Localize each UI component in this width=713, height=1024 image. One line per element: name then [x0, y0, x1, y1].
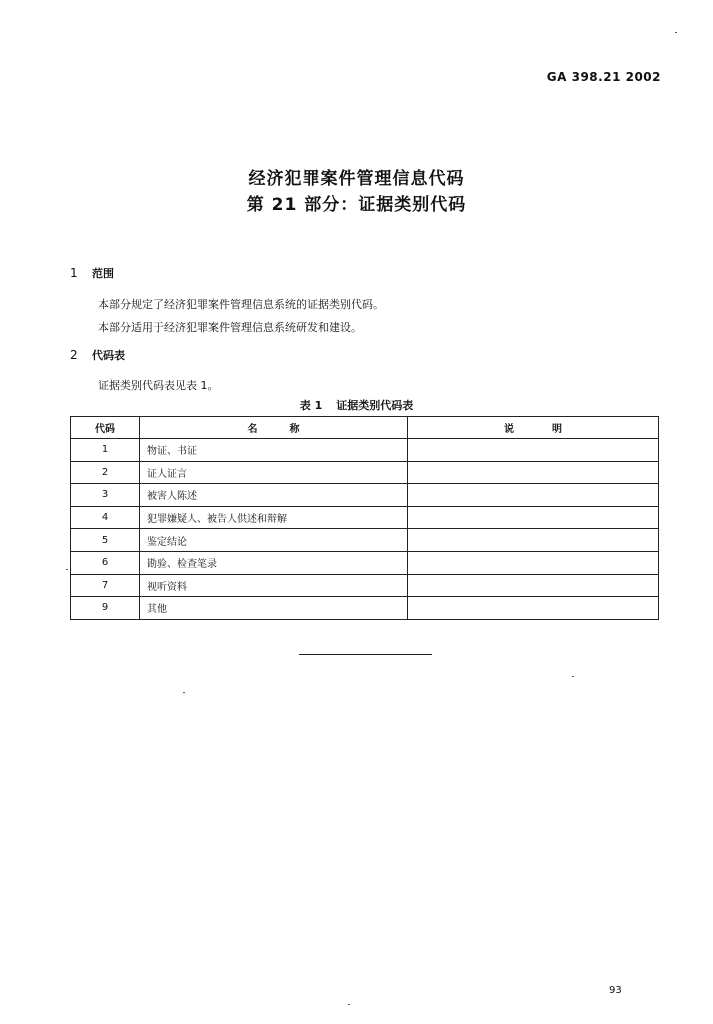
- cell-name: 被害人陈述: [140, 484, 408, 507]
- cell-note: [408, 439, 659, 462]
- cell-note: [408, 506, 659, 529]
- table-row: [71, 551, 659, 574]
- paragraph: 本部分规定了经济犯罪案件管理信息系统的证据类别代码。: [98, 298, 384, 311]
- section-heading-scope: [70, 265, 114, 281]
- cell-code: 6: [71, 551, 140, 574]
- section-title: 范围: [92, 267, 114, 280]
- cell-name: 勘验、检查笔录: [140, 551, 408, 574]
- paragraph: 本部分适用于经济犯罪案件管理信息系统研发和建设。: [98, 321, 362, 334]
- standard-number: GA 398.21 2002: [546, 70, 661, 84]
- table-row: [71, 461, 659, 484]
- cell-name: 证人证言: [140, 461, 408, 484]
- table-row: [71, 574, 659, 597]
- cell-note: [408, 461, 659, 484]
- table-caption: [0, 397, 713, 413]
- scan-speck: [348, 1004, 350, 1005]
- section-number: 1: [70, 266, 78, 280]
- scan-speck: [675, 32, 677, 33]
- table-caption-label: 表 1: [299, 399, 323, 412]
- cell-note: [408, 551, 659, 574]
- header-note: 说 明: [408, 417, 659, 439]
- scan-speck: [66, 569, 68, 570]
- table-header-row: [71, 417, 659, 439]
- section-heading-code-table: [70, 347, 125, 363]
- cell-note: [408, 574, 659, 597]
- cell-code: 2: [71, 461, 140, 484]
- paragraph: 证据类别代码表见表 1。: [98, 379, 219, 392]
- table-row: [71, 597, 659, 620]
- header-name: 名 称: [140, 417, 408, 439]
- cell-name: 犯罪嫌疑人、被告人供述和辩解: [140, 506, 408, 529]
- section-number: 2: [70, 348, 78, 362]
- cell-note: [408, 597, 659, 620]
- cell-code: 1: [71, 439, 140, 462]
- header-code: 代码: [71, 417, 140, 439]
- section-title: 代码表: [92, 349, 125, 362]
- scan-speck: [183, 692, 185, 693]
- table-caption-text: 证据类别代码表: [336, 399, 414, 412]
- cell-name: 鉴定结论: [140, 529, 408, 552]
- document-subtitle: 第 21 部分：证据类别代码: [246, 195, 467, 215]
- table-row: [71, 506, 659, 529]
- table-row: [71, 439, 659, 462]
- cell-code: 3: [71, 484, 140, 507]
- cell-name: 其他: [140, 597, 408, 620]
- page-number: 93: [609, 985, 622, 996]
- cell-code: 9: [71, 597, 140, 620]
- cell-code: 5: [71, 529, 140, 552]
- document-title: 经济犯罪案件管理信息代码: [248, 169, 465, 189]
- cell-code: 7: [71, 574, 140, 597]
- end-of-document-rule: [299, 654, 432, 655]
- table-row: [71, 529, 659, 552]
- evidence-category-code-table: [70, 416, 659, 620]
- cell-note: [408, 484, 659, 507]
- scan-speck: [572, 676, 574, 677]
- table-row: [71, 484, 659, 507]
- cell-name: 视听资料: [140, 574, 408, 597]
- cell-code: 4: [71, 506, 140, 529]
- cell-name: 物证、书证: [140, 439, 408, 462]
- cell-note: [408, 529, 659, 552]
